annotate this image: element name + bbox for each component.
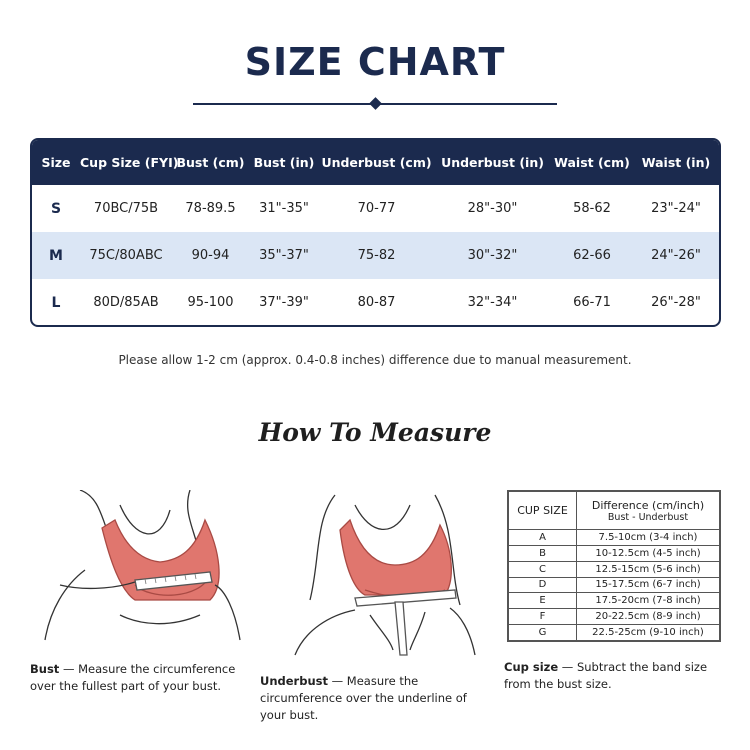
cup-table-header: [509, 492, 720, 530]
table-cell: 20-22.5cm (8-9 inch): [577, 609, 720, 625]
column-header: Bust (cm): [176, 155, 245, 170]
table-cell: 12.5-15cm (5-6 inch): [577, 561, 720, 577]
table-row: [509, 609, 720, 625]
table-cell: 31"-35": [259, 201, 309, 216]
table-cell: C: [509, 561, 577, 577]
table-cell: 23"-24": [651, 201, 701, 216]
table-cell: 80-87: [357, 295, 396, 310]
table-row: [509, 530, 720, 546]
underbust-description: — Measure the circumference over the underline of your bust.: [260, 674, 467, 722]
bust-measure-illustration: [40, 490, 245, 642]
table-cell: 15-17.5cm (6-7 inch): [577, 577, 720, 593]
table-row: [509, 625, 720, 641]
table-cell: 22.5-25cm (9-10 inch): [577, 625, 720, 641]
underbust-measure-illustration: [285, 490, 485, 660]
size-chart-table: [30, 138, 721, 327]
column-header: Waist (cm): [554, 155, 630, 170]
bust-term: Bust: [30, 662, 60, 676]
table-cell: L: [51, 294, 61, 311]
table-cell: G: [509, 625, 577, 641]
difference-header: Difference (cm/inch): [591, 498, 705, 512]
table-cell: 10-12.5cm (4-5 inch): [577, 545, 720, 561]
table-row: [509, 561, 720, 577]
column-header: Waist (in): [641, 155, 711, 170]
table-cell: 80D/85AB: [93, 295, 159, 310]
page-title: SIZE CHART: [244, 40, 506, 84]
table-cell: 66-71: [573, 295, 611, 310]
how-to-measure-heading: How To Measure: [258, 418, 492, 447]
table-cell: 90-94: [191, 248, 230, 263]
table-row: [509, 577, 720, 593]
table-cell: E: [509, 593, 577, 609]
table-cell: 70BC/75B: [93, 201, 159, 216]
table-cell: 26"-28": [651, 295, 701, 310]
table-row: [32, 279, 719, 326]
cup-size-caption: [504, 659, 724, 693]
size-table-header: [32, 140, 719, 185]
table-row: [509, 545, 720, 561]
column-header: CUP SIZE: [509, 492, 577, 530]
column-header: Size: [41, 155, 71, 170]
table-row: [32, 232, 719, 279]
column-header: Underbust (cm): [321, 155, 432, 170]
underbust-term: Underbust: [260, 674, 328, 688]
table-cell: 75-82: [357, 248, 396, 263]
column-header: Cup Size (FYI): [80, 155, 179, 170]
table-cell: M: [49, 247, 63, 264]
cup-size-term: Cup size: [504, 660, 559, 674]
table-cell: 78-89.5: [185, 201, 236, 216]
table-cell: 35"-37": [259, 248, 309, 263]
table-cell: 62-66: [573, 248, 611, 263]
cup-size-table: [507, 490, 721, 642]
table-row: [509, 593, 720, 609]
table-cell: 37"-39": [259, 295, 309, 310]
table-cell: 30"-32": [467, 248, 518, 263]
table-cell: 17.5-20cm (7-8 inch): [577, 593, 720, 609]
table-cell: B: [509, 545, 577, 561]
table-cell: 24"-26": [651, 248, 701, 263]
underbust-caption: [260, 673, 495, 724]
difference-subheader: Bust - Underbust: [607, 511, 689, 523]
table-cell: 75C/80ABC: [89, 248, 163, 263]
column-header: Underbust (in): [441, 155, 544, 170]
table-cell: 7.5-10cm (3-4 inch): [577, 530, 720, 546]
table-cell: F: [509, 609, 577, 625]
table-cell: 32"-34": [467, 295, 518, 310]
table-cell: 58-62: [573, 201, 611, 216]
table-cell: D: [509, 577, 577, 593]
table-cell: 28"-30": [467, 201, 518, 216]
measurement-note: Please allow 1-2 cm (approx. 0.4-0.8 inches) difference due to manual measurement.: [118, 353, 632, 367]
divider-diamond: [369, 97, 382, 110]
table-cell: 95-100: [187, 295, 234, 310]
bust-description: — Measure the circumference over the fullest part of your bust.: [30, 662, 236, 693]
table-cell: S: [50, 200, 62, 217]
column-header: [577, 492, 720, 530]
table-cell: A: [509, 530, 577, 546]
table-row: [32, 185, 719, 232]
column-header: Bust (in): [253, 155, 315, 170]
table-cell: 70-77: [357, 201, 396, 216]
bust-caption: [30, 661, 255, 695]
cup-size-description: — Subtract the band size from the bust size.: [504, 660, 708, 691]
